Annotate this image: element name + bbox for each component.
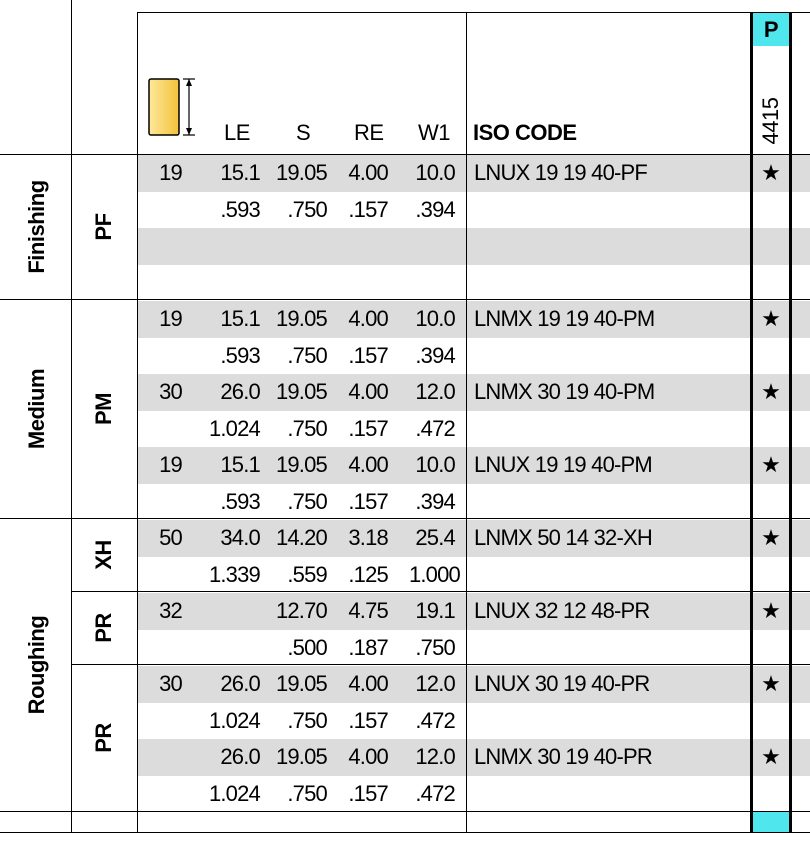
le-inch-cell: .593: [220, 197, 260, 222]
le-cell: 26.0: [220, 379, 260, 404]
le-cell: 15.1: [220, 160, 260, 185]
s-cell: 12.70: [275, 598, 327, 623]
star-icon: ★: [761, 744, 781, 769]
w1-inch-cell: .750: [415, 635, 455, 660]
s-inch-cell: .750: [287, 343, 327, 368]
star-icon: ★: [761, 452, 781, 477]
w1-inch-cell: .472: [415, 781, 455, 806]
grade-label: 4415: [758, 97, 783, 145]
grid-line: [750, 12, 753, 833]
w1-inch-cell: .472: [415, 708, 455, 733]
size-cell: 50: [159, 525, 182, 550]
re-cell: 4.00: [348, 744, 388, 769]
w1-cell: 10.0: [415, 306, 455, 331]
star-icon: ★: [761, 379, 781, 404]
size-cell: 19: [159, 452, 182, 477]
size-cell: 30: [159, 379, 182, 404]
le-cell: 15.1: [220, 306, 260, 331]
w1-cell: 12.0: [415, 744, 455, 769]
grid-line: [137, 12, 138, 833]
size-cell: [137, 739, 182, 775]
iso-code-cell: LNMX 50 14 32-XH: [474, 525, 652, 550]
subgroup-pm: PM: [91, 393, 116, 425]
re-inch-cell: .125: [348, 562, 388, 587]
star-icon: ★: [761, 160, 781, 185]
re-inch-cell: .157: [348, 781, 388, 806]
iso-code-cell: LNMX 30 19 40-PR: [474, 744, 652, 769]
s-inch-cell: .559: [287, 562, 327, 587]
re-cell: 4.00: [348, 160, 388, 185]
grid-line: [71, 0, 72, 833]
star-icon: ★: [761, 671, 781, 696]
subgroup-pr: PR: [91, 613, 116, 643]
s-inch-cell: .750: [287, 781, 327, 806]
subgroup-xh: XH: [91, 540, 116, 570]
s-cell: 19.05: [275, 671, 327, 696]
re-cell: 4.75: [348, 598, 388, 623]
iso-code-cell: LNMX 30 19 40-PM: [474, 379, 655, 404]
header-w1: W1: [418, 120, 450, 145]
grid-line: [0, 299, 810, 300]
header-re: RE: [354, 120, 384, 145]
group-finishing: Finishing: [24, 180, 49, 274]
header-s: S: [296, 120, 311, 145]
s-cell: 19.05: [275, 379, 327, 404]
group-roughing: Roughing: [24, 615, 49, 715]
w1-cell: 10.0: [415, 452, 455, 477]
star-icon: ★: [761, 525, 781, 550]
re-inch-cell: .157: [348, 197, 388, 222]
w1-inch-cell: .394: [415, 343, 455, 368]
le-cell: 26.0: [220, 671, 260, 696]
s-inch-cell: .750: [287, 197, 327, 222]
w1-inch-cell: .394: [415, 489, 455, 514]
le-inch-cell: 1.024: [208, 708, 260, 733]
re-cell: 4.00: [348, 379, 388, 404]
re-inch-cell: .187: [348, 635, 388, 660]
size-cell: 19: [159, 160, 182, 185]
le-cell: 15.1: [220, 452, 260, 477]
w1-cell: 12.0: [415, 671, 455, 696]
w1-cell: 25.4: [415, 525, 455, 550]
grid-line: [0, 832, 810, 833]
header-iso-code: ISO CODE: [473, 120, 577, 145]
re-cell: 3.18: [348, 525, 388, 550]
le-inch-cell: .593: [220, 343, 260, 368]
iso-code-cell: LNUX 32 12 48-PR: [474, 598, 650, 623]
s-inch-cell: .750: [287, 416, 327, 441]
iso-code-cell: LNUX 30 19 40-PR: [474, 671, 650, 696]
re-cell: 4.00: [348, 452, 388, 477]
le-inch-cell: 1.024: [208, 781, 260, 806]
w1-cell: 19.1: [415, 598, 455, 623]
subgroup-pr: PR: [91, 723, 116, 753]
size-cell: 19: [159, 306, 182, 331]
re-cell: 4.00: [348, 306, 388, 331]
grade-group-label: P: [763, 17, 779, 42]
w1-inch-cell: 1.000: [408, 562, 460, 587]
w1-inch-cell: .472: [415, 416, 455, 441]
group-medium: Medium: [24, 368, 49, 450]
iso-code-cell: LNUX 19 19 40-PF: [474, 160, 648, 185]
subgroup-pf: PF: [91, 213, 116, 241]
s-inch-cell: .500: [287, 635, 327, 660]
w1-inch-cell: .394: [415, 197, 455, 222]
s-cell: 14.20: [275, 525, 327, 550]
re-inch-cell: .157: [348, 708, 388, 733]
w1-cell: 10.0: [415, 160, 455, 185]
grid-line: [137, 12, 810, 13]
iso-code-cell: LNMX 19 19 40-PM: [474, 306, 655, 331]
s-cell: 19.05: [275, 452, 327, 477]
le-inch-cell: .593: [220, 489, 260, 514]
re-cell: 4.00: [348, 671, 388, 696]
s-cell: 19.05: [275, 160, 327, 185]
s-cell: 19.05: [275, 744, 327, 769]
size-cell: 32: [159, 598, 182, 623]
grade-footer-fill: [753, 812, 789, 832]
star-icon: ★: [761, 598, 781, 623]
iso-code-cell: LNUX 19 19 40-PM: [474, 452, 652, 477]
grid-line: [789, 12, 792, 833]
row-shade: [137, 228, 810, 265]
s-inch-cell: .750: [287, 708, 327, 733]
insert-shape-icon: [145, 75, 197, 139]
re-inch-cell: .157: [348, 489, 388, 514]
re-inch-cell: .157: [348, 343, 388, 368]
le-inch-cell: 1.339: [208, 562, 260, 587]
le-inch-cell: 1.024: [208, 416, 260, 441]
s-inch-cell: .750: [287, 489, 327, 514]
star-icon: ★: [761, 306, 781, 331]
size-cell: 30: [159, 671, 182, 696]
s-cell: 19.05: [275, 306, 327, 331]
grid-line: [466, 12, 467, 833]
le-cell: 34.0: [220, 525, 260, 550]
w1-cell: 12.0: [415, 379, 455, 404]
le-cell: [200, 593, 260, 629]
le-inch-cell: [200, 630, 260, 666]
le-cell: 26.0: [220, 744, 260, 769]
header-le: LE: [224, 120, 250, 145]
re-inch-cell: .157: [348, 416, 388, 441]
